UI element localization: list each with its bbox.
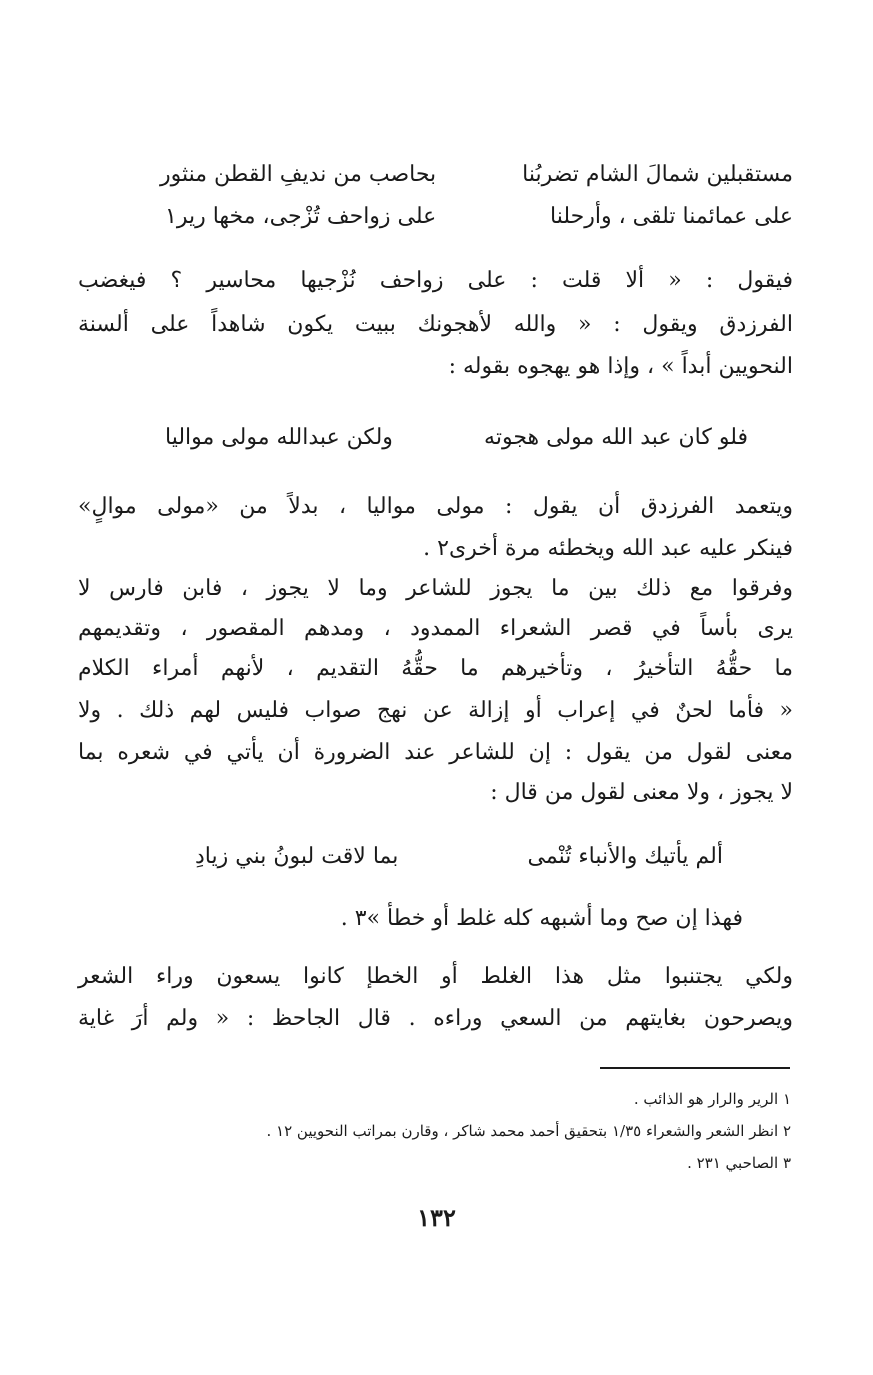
- para3-line6: لا يجوز ، ولا معنى لقول من قال :: [490, 780, 793, 805]
- para3-line4: « فأما لحنٌ في إعراب أو إزالة عن نهج صواب فليس لهم ذلك . ولا: [78, 698, 793, 723]
- verse3-left-hemistich: بما لاقت لبونُ بني زيادِ: [195, 844, 399, 869]
- para4: فهذا إن صح وما أشبهه كله غلط أو خطأ »٣ .: [340, 906, 743, 931]
- para1-line3: النحويين أبداً » ، وإذا هو يهجوه بقوله :: [448, 354, 793, 379]
- para2-line2: فينكر عليه عبد الله ويخطئه مرة أخرى٢ .: [423, 536, 793, 561]
- para1-line2: الفرزدق ويقول : « والله لأهجونك ببيت يكون شاهداً على ألسنة: [78, 312, 793, 337]
- para5-line2: ويصرحون بغايتهم من السعي وراءه . قال الجاحظ : « ولم أرَ غاية: [78, 1006, 793, 1031]
- verse2-left-hemistich: ولكن عبدالله مولى مواليا: [165, 425, 393, 450]
- para3-line5: معنى لقول من يقول : إن للشاعر عند الضرورة أن يأتي في شعره بما: [78, 740, 793, 765]
- footnote-2: ٢ انظر الشعر والشعراء ١/٣٥ بتحقيق أحمد محمد شاكر ، وقارن بمراتب النحويين ١٢ .: [266, 1122, 791, 1140]
- poem1-line1-right-hemistich: مستقبلين شمالَ الشام تضربُنا: [522, 162, 793, 187]
- para3-line1: وفرقوا مع ذلك بين ما يجوز للشاعر وما لا يجوز ، فابن فارس لا: [78, 576, 793, 601]
- verse2-right-hemistich: فلو كان عبد الله مولى هجوته: [484, 425, 748, 450]
- page-number: ١٣٢: [417, 1203, 456, 1232]
- footnote-separator: [600, 1067, 790, 1069]
- para2-line1: ويتعمد الفرزدق أن يقول : مولى مواليا ، بدلاً من «مولى موالٍ»: [78, 494, 793, 519]
- verse3-right-hemistich: ألم يأتيك والأنباء تُنْمى: [527, 844, 723, 869]
- poem1-line1-left-hemistich: بحاصب من نديفِ القطن منثور: [160, 162, 437, 187]
- poem1-line2-left-hemistich: على زواحف تُزْجى، مخها رير١: [165, 204, 437, 229]
- footnote-1: ١ الرير والرار هو الذائب .: [633, 1090, 791, 1108]
- para3-line2: يرى بأساً في قصر الشعراء الممدود ، ومدهم المقصور ، وتقديمهم: [78, 616, 793, 641]
- para3-line3: ما حقُّهُ التأخيرُ ، وتأخيرهم ما حقُّهُ التقديم ، لأنهم أمراء الكلام: [78, 656, 793, 681]
- poem1-line2-right-hemistich: على عمائمنا تلقى ، وأرحلنا: [549, 204, 793, 229]
- para1-line1: فيقول : « ألا قلت : على زواحف نُزْجيها محاسير ؟ فيغضب: [78, 268, 793, 293]
- footnote-3: ٣ الصاحبي ٢٣١ .: [687, 1154, 791, 1172]
- para5-line1: ولكي يجتنبوا مثل هذا الغلط أو الخطإ كانوا يسعون وراء الشعر: [78, 964, 793, 989]
